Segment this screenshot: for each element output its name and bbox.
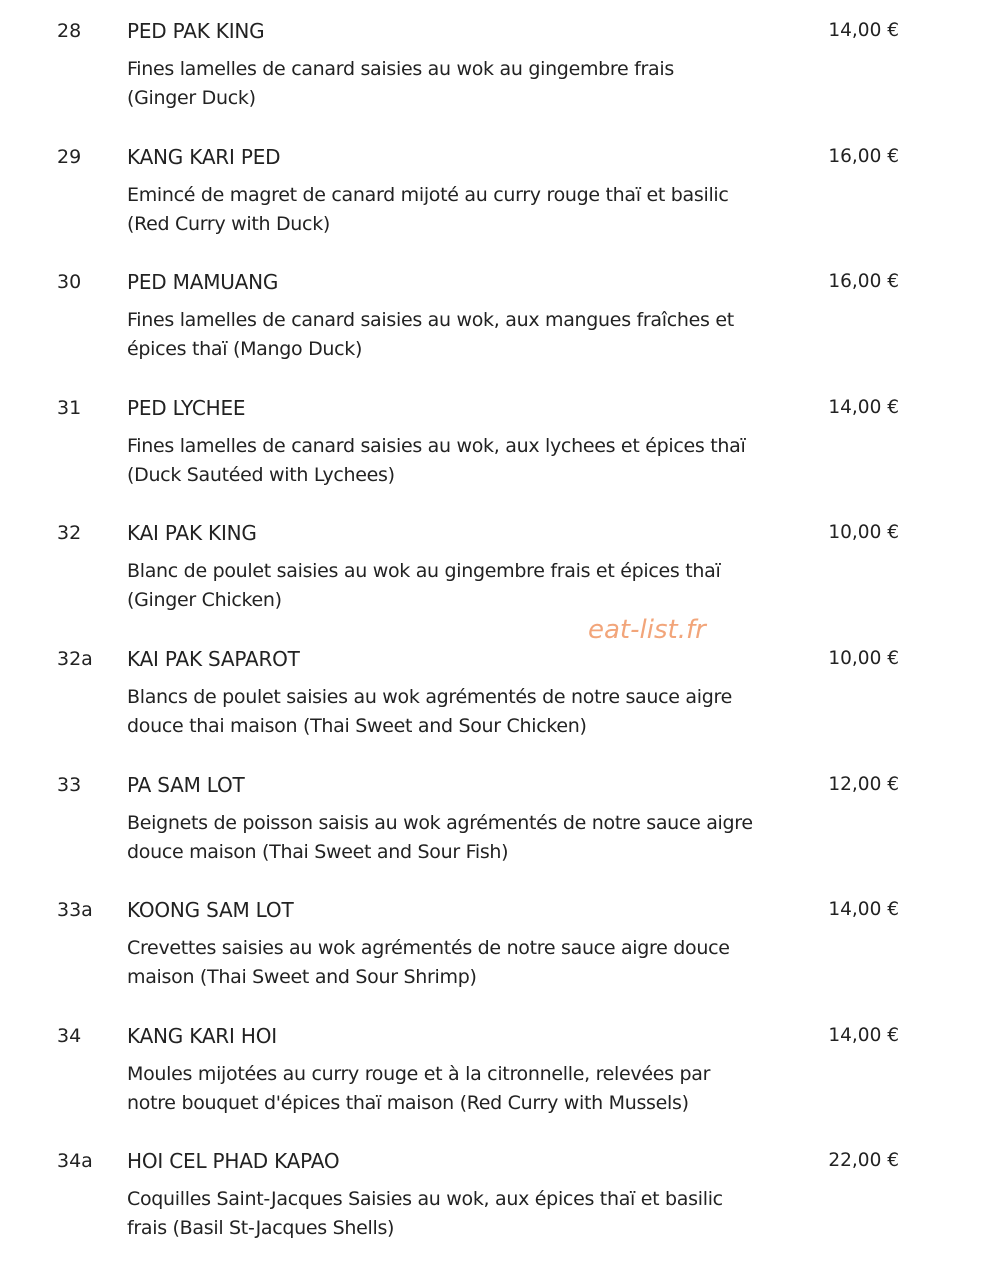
item-number: 34	[57, 1024, 82, 1047]
item-price: 16,00 €	[828, 271, 899, 293]
menu-item	[0, 896, 989, 1022]
menu-item	[0, 17, 989, 143]
item-description	[127, 432, 787, 490]
item-name: PED MAMUANG	[127, 270, 279, 295]
item-number: 31	[57, 396, 82, 419]
item-name: KANG KARI HOI	[127, 1023, 277, 1048]
item-number: 34a	[57, 1150, 93, 1173]
description-line: (Ginger Duck)	[127, 87, 256, 109]
item-description	[127, 1060, 787, 1118]
menu-item	[0, 645, 989, 771]
item-description	[127, 55, 787, 113]
item-name: PED PAK KING	[127, 19, 265, 43]
description-line: Fines lamelles de canard saisies au wok au gingembre frais	[127, 58, 674, 80]
description-line: maison (Thai Sweet and Sour Shrimp)	[127, 966, 477, 989]
menu-item	[0, 1022, 989, 1148]
item-number: 33a	[57, 899, 93, 922]
watermark: eat-list.fr	[588, 615, 706, 645]
description-line: frais (Basil St-Jacques Shells)	[127, 1217, 395, 1240]
menu-item	[0, 143, 989, 269]
item-price: 14,00 €	[828, 396, 899, 418]
item-name: KOONG SAM LOT	[127, 898, 294, 923]
description-line: douce maison (Thai Sweet and Sour Fish)	[127, 840, 509, 863]
description-line: Beignets de poisson saisis au wok agrémentés de notre sauce aigre	[127, 811, 753, 834]
item-price: 16,00 €	[828, 145, 899, 167]
menu-item	[0, 1147, 989, 1273]
item-price: 12,00 €	[828, 773, 899, 795]
item-description	[127, 557, 787, 615]
item-name: HOI CEL PHAD KAPAO	[127, 1149, 340, 1174]
item-description	[127, 683, 787, 741]
item-number: 32	[57, 522, 82, 545]
description-line: Fines lamelles de canard saisies au wok, aux mangues fraîches et	[127, 309, 734, 332]
item-description	[127, 809, 787, 867]
description-line: Blanc de poulet saisies au wok au gingembre frais et épices thaï	[127, 560, 721, 583]
item-name: PED LYCHEE	[127, 395, 246, 420]
item-price: 10,00 €	[828, 522, 899, 544]
item-number: 33	[57, 773, 82, 796]
menu-list	[0, 17, 989, 1273]
item-name: KANG KARI PED	[127, 144, 281, 169]
description-line: notre bouquet d'épices thaï maison (Red Curry with Mussels)	[127, 1091, 689, 1114]
item-number: 32a	[57, 647, 93, 670]
item-name: KAI PAK SAPAROT	[127, 646, 300, 671]
item-description	[127, 934, 787, 992]
item-description	[127, 181, 787, 239]
description-line: (Red Curry with Duck)	[127, 212, 331, 235]
item-price: 22,00 €	[828, 1150, 899, 1172]
description-line: Fines lamelles de canard saisies au wok, aux lychees et épices thaï	[127, 434, 746, 457]
description-line: Moules mijotées au curry rouge et à la citronnelle, relevées par	[127, 1062, 711, 1085]
description-line: Blancs de poulet saisies au wok agrémentés de notre sauce aigre	[127, 685, 732, 708]
item-name: PA SAM LOT	[127, 772, 245, 797]
menu-item	[0, 771, 989, 897]
description-line: épices thaï (Mango Duck)	[127, 338, 363, 361]
description-line: douce thai maison (Thai Sweet and Sour Chicken)	[127, 714, 587, 737]
description-line: (Duck Sautéed with Lychees)	[127, 463, 395, 486]
menu-item	[0, 394, 989, 520]
item-number: 30	[57, 271, 82, 294]
description-line: (Ginger Chicken)	[127, 589, 282, 612]
description-line: Crevettes saisies au wok agrémentés de notre sauce aigre douce	[127, 937, 730, 960]
item-price: 14,00 €	[828, 1024, 899, 1046]
item-number: 29	[57, 145, 82, 168]
item-name: KAI PAK KING	[127, 521, 257, 546]
menu-item	[0, 519, 989, 645]
description-line: Emincé de magret de canard mijoté au curry rouge thaï et basilic	[127, 183, 729, 206]
item-description	[127, 1185, 787, 1243]
description-line: Coquilles Saint-Jacques Saisies au wok, aux épices thaï et basilic	[127, 1188, 723, 1211]
item-price: 14,00 €	[828, 20, 899, 41]
item-description	[127, 306, 787, 364]
item-price: 10,00 €	[828, 647, 899, 669]
item-number: 28	[57, 20, 82, 42]
menu-item	[0, 268, 989, 394]
item-price: 14,00 €	[828, 899, 899, 921]
